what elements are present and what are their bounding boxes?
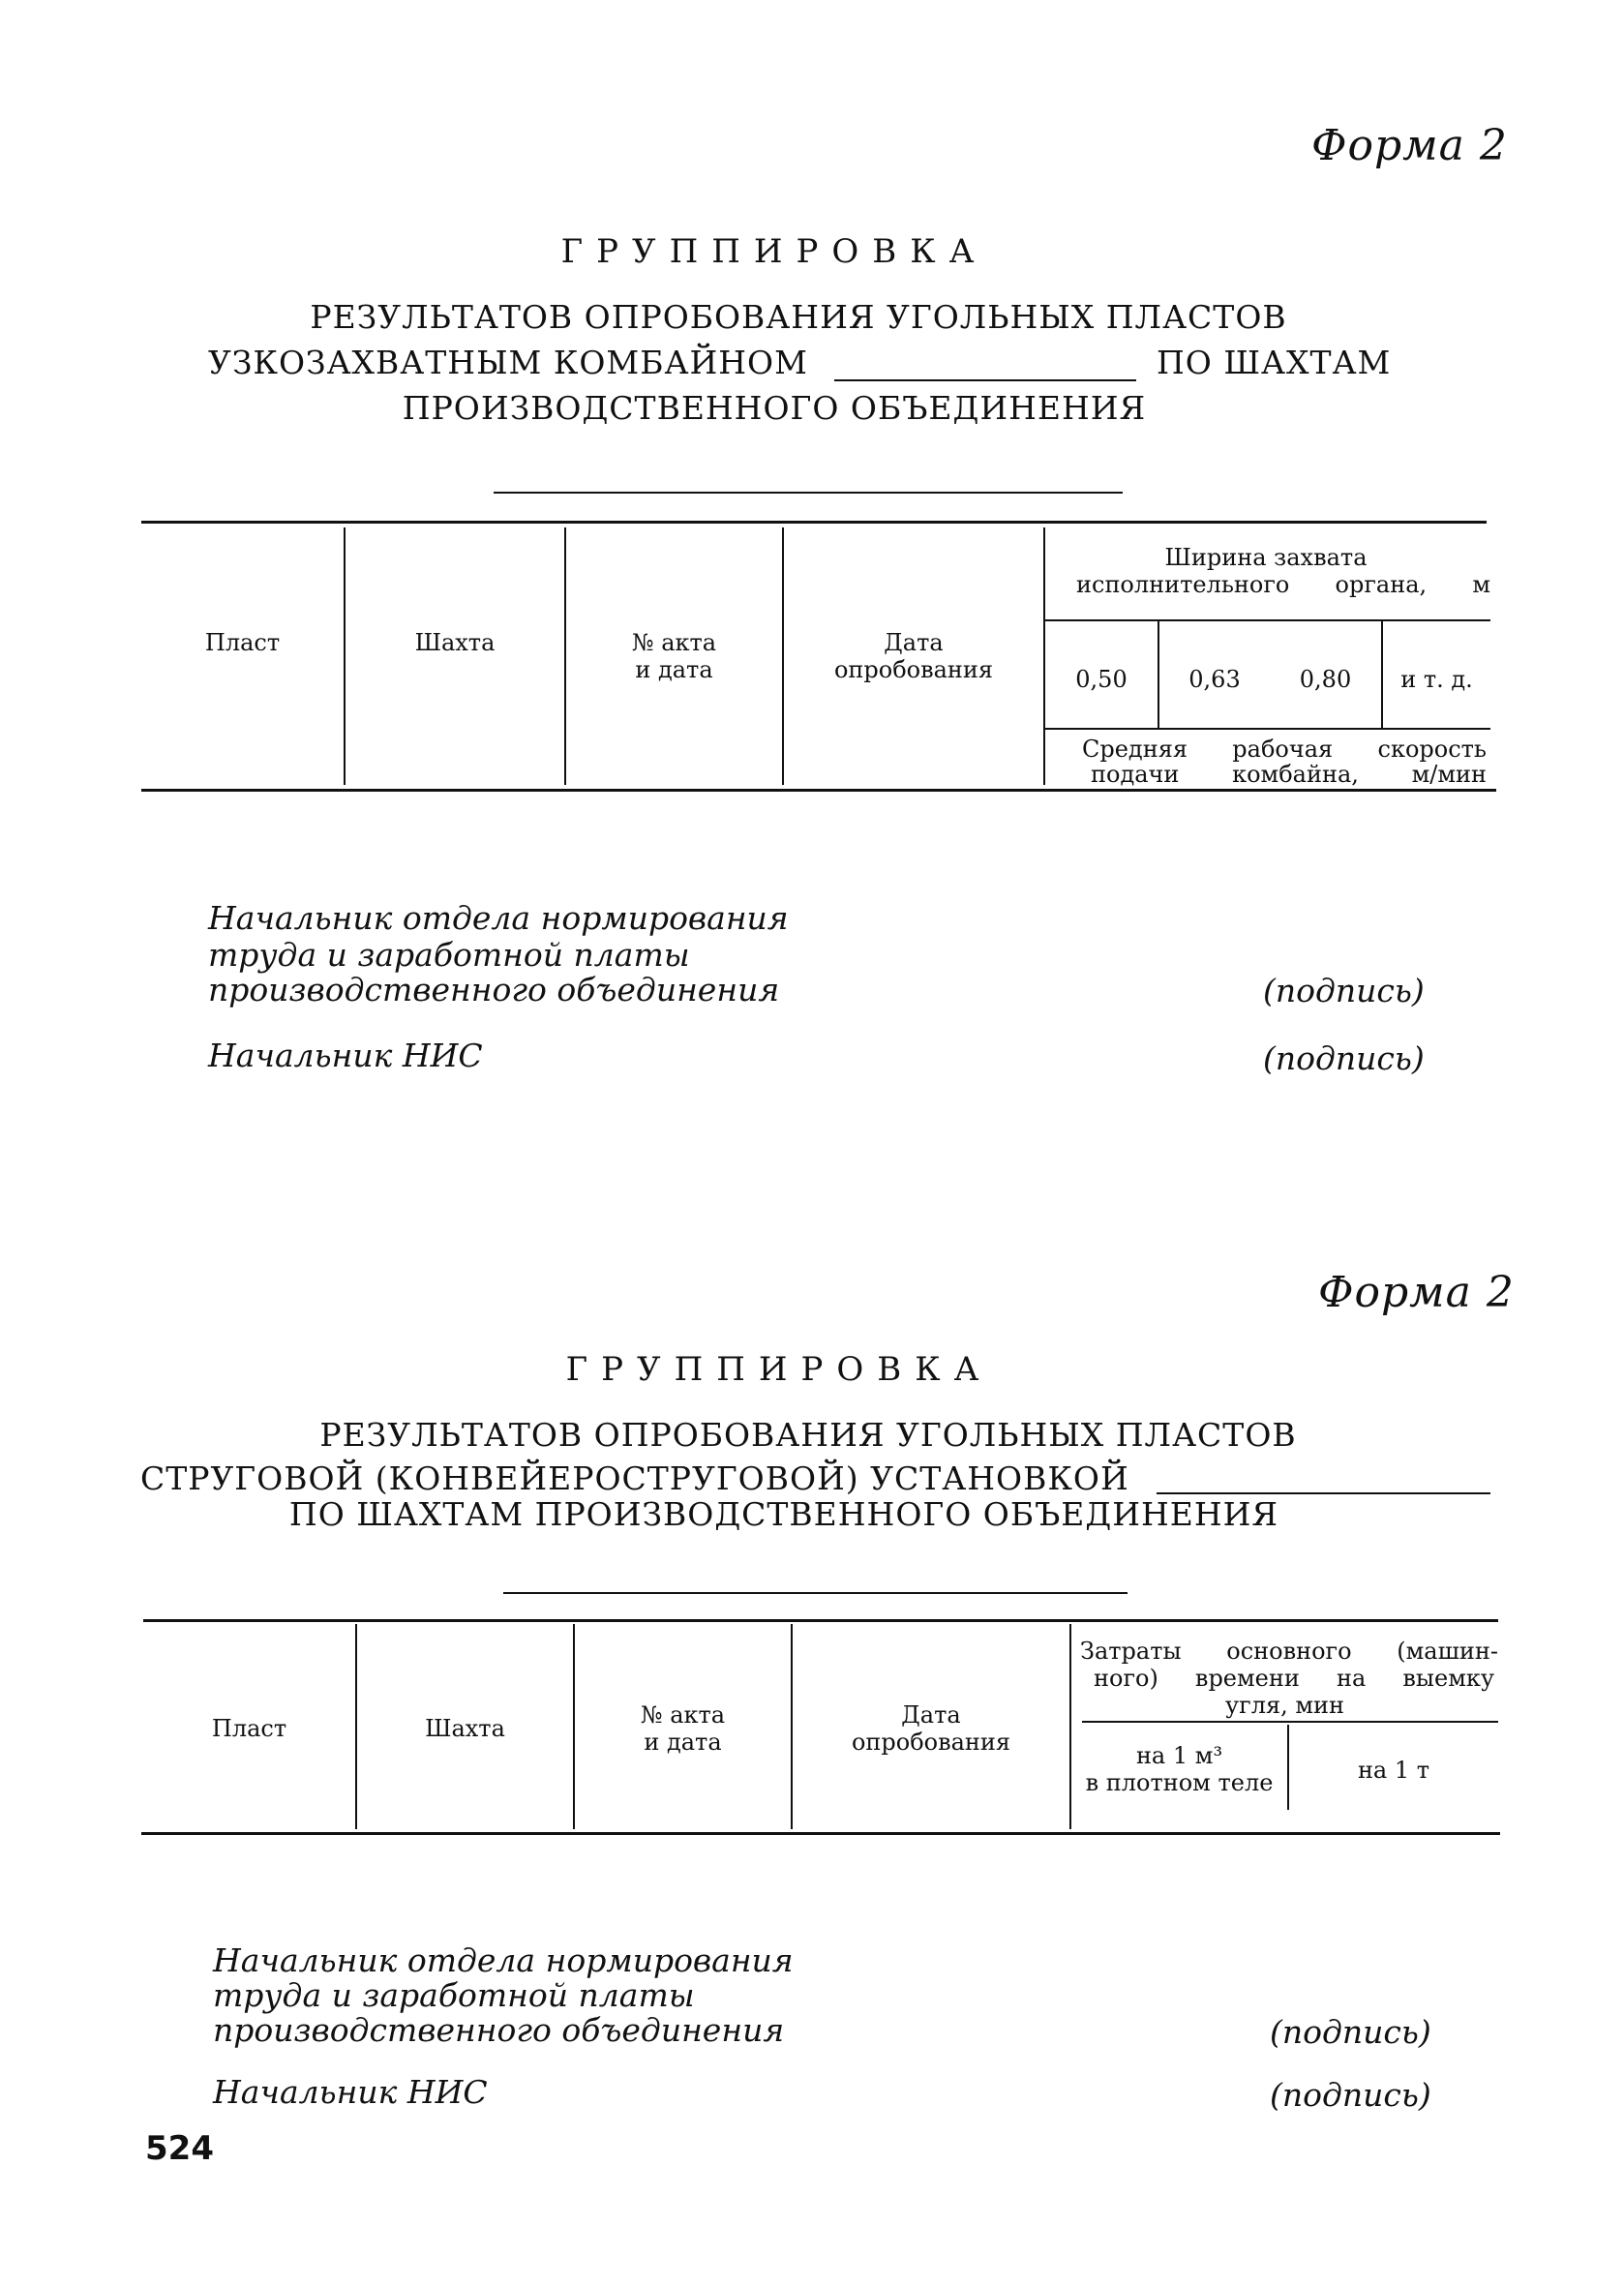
row-divider: [1045, 619, 1490, 621]
signature-placeholder: (подпись): [1270, 2076, 1431, 2114]
form-label: Форма 2: [1318, 1268, 1515, 1317]
signature-placeholder: (подпись): [1263, 972, 1425, 1009]
blank-fill-line: [834, 379, 1136, 381]
form-title-line: ПО ШАХТАМ ПРОИЗВОДСТВЕННОГО ОБЪЕДИНЕНИЯ: [288, 1495, 1279, 1533]
width-value: 0,50: [1075, 666, 1128, 693]
signature-title: Начальник НИС: [208, 1037, 483, 1074]
table-footer: Средняя рабочая скорость: [1082, 736, 1487, 763]
column-header-akt: и дата: [635, 656, 713, 683]
form-title-line: РЕЗУЛЬТАТОВ ОПРОБОВАНИЯ УГОЛЬНЫХ ПЛАСТОВ: [310, 298, 1287, 336]
signature-title: производственного объединения: [213, 2011, 785, 2049]
column-header-plast: Пласт: [204, 629, 281, 656]
column-header-shakhta: Шахта: [414, 629, 496, 656]
form-title-line: РЕЗУЛЬТАТОВ ОПРОБОВАНИЯ УГОЛЬНЫХ ПЛАСТОВ: [319, 1416, 1297, 1454]
form-heading: ГРУППИРОВКА: [560, 232, 988, 271]
form-heading: ГРУППИРОВКА: [565, 1350, 993, 1389]
column-header-date: опробования: [851, 1729, 1011, 1756]
subcolumn-header: на 1 т: [1357, 1757, 1430, 1784]
table-border: [141, 789, 1496, 792]
group-header: исполнительного органа, м: [1076, 571, 1490, 598]
page-number: 524: [145, 2129, 214, 2168]
form-title-line: ПРОИЗВОДСТВЕННОГО ОБЪЕДИНЕНИЯ: [402, 389, 1147, 427]
group-header: ного) времени на выемку: [1094, 1665, 1494, 1692]
signature-placeholder: (подпись): [1263, 1039, 1425, 1077]
signature-title: Начальник отдела нормирования: [208, 899, 789, 937]
blank-fill-line: [503, 1592, 1128, 1594]
table-border: [141, 521, 1487, 524]
width-value: и т. д.: [1400, 666, 1473, 693]
width-value: 0,63: [1188, 666, 1241, 693]
group-header: угля, мин: [1225, 1692, 1344, 1719]
signature-placeholder: (подпись): [1270, 2013, 1431, 2051]
form-label: Форма 2: [1311, 121, 1508, 170]
signature-title: труда и заработной платы: [213, 1976, 695, 2014]
group-header: Затраты основного (машин-: [1080, 1638, 1498, 1665]
signature-title: труда и заработной платы: [208, 936, 690, 974]
column-header-akt: № акта: [631, 629, 717, 656]
row-divider: [1045, 728, 1490, 730]
column-header-date: Дата: [884, 629, 944, 656]
column-divider: [1069, 1624, 1071, 1829]
signature-title: Начальник отдела нормирования: [213, 1941, 794, 1979]
column-divider: [344, 527, 346, 785]
column-header-akt: и дата: [644, 1729, 722, 1756]
group-header: Ширина захвата: [1164, 544, 1368, 571]
subcolumn-header: в плотном теле: [1085, 1769, 1274, 1796]
signature-title: производственного объединения: [208, 971, 780, 1008]
table-border: [143, 1619, 1498, 1622]
row-divider: [1082, 1721, 1498, 1723]
blank-fill-line: [494, 492, 1123, 494]
signature-title: Начальник НИС: [213, 2073, 488, 2111]
width-value: 0,80: [1299, 666, 1352, 693]
form-title-line: СТРУГОВОЙ (КОНВЕЙЕРОСТРУГОВОЙ) УСТАНОВКОЙ: [140, 1459, 1129, 1497]
table-border: [141, 1832, 1500, 1835]
column-header-shakhta: Шахта: [425, 1715, 505, 1742]
column-header-date: опробования: [833, 656, 994, 683]
subcolumn-header: на 1 м³: [1135, 1742, 1223, 1769]
column-header-date: Дата: [901, 1701, 961, 1729]
form-title-line: ПО ШАХТАМ: [1157, 344, 1392, 381]
column-header-akt: № акта: [640, 1701, 726, 1729]
column-header-plast: Пласт: [211, 1715, 287, 1742]
form-title-line: УЗКОЗАХВАТНЫМ КОМБАЙНОМ: [208, 344, 808, 381]
table-footer: подачи комбайна, м/мин: [1091, 761, 1487, 788]
